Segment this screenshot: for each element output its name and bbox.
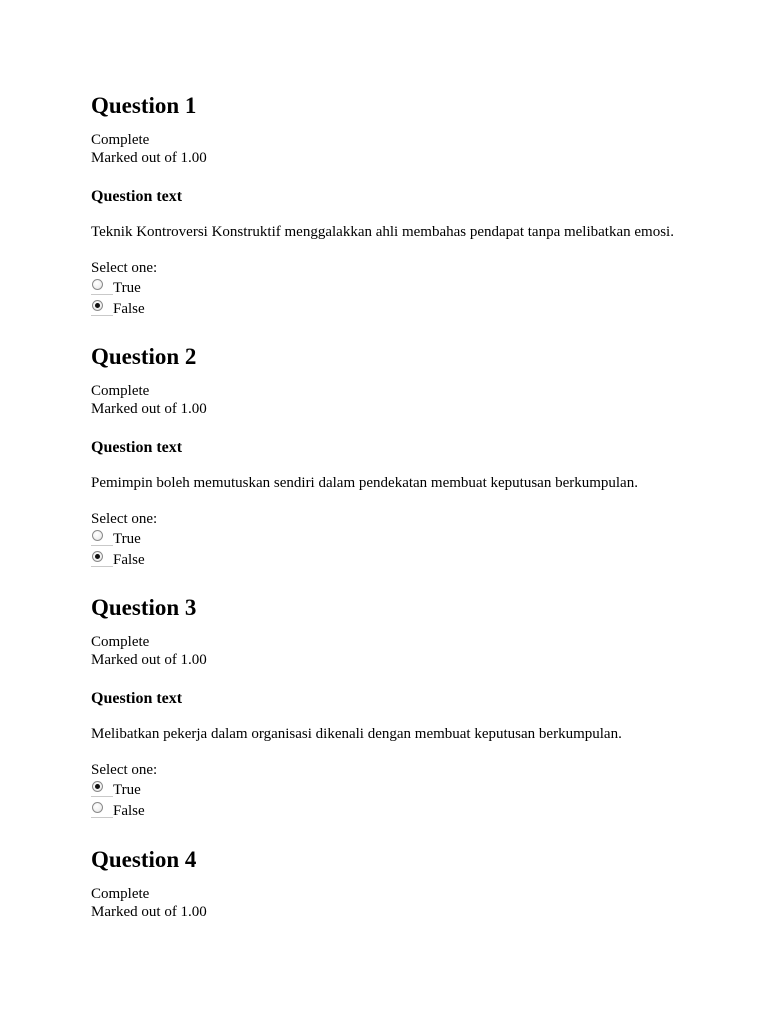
option-label[interactable]: False	[113, 803, 145, 819]
question-state: Complete	[91, 886, 150, 902]
radio-button[interactable]	[92, 551, 103, 562]
radio-button[interactable]	[92, 300, 103, 311]
question-text-heading: Question text	[91, 188, 183, 205]
question-grade: Marked out of 1.00	[91, 652, 207, 668]
option-label[interactable]: True	[113, 782, 141, 798]
question-title: Question 3	[91, 595, 197, 620]
select-one-prompt: Select one:	[91, 511, 158, 527]
question-title: Question 1	[91, 93, 197, 118]
answer-option-true[interactable]	[91, 781, 171, 799]
question-text-heading: Question text	[91, 690, 183, 707]
answer-option-true[interactable]	[91, 530, 171, 548]
question-title: Question 2	[91, 344, 197, 369]
option-underline	[91, 315, 113, 316]
option-label[interactable]: True	[113, 531, 141, 547]
radio-button[interactable]	[92, 530, 103, 541]
radio-button[interactable]	[92, 802, 103, 813]
select-one-prompt: Select one:	[91, 260, 158, 276]
answer-option-true[interactable]	[91, 279, 171, 297]
question-text: Pemimpin boleh memutuskan sendiri dalam pendekatan membuat keputusan berkumpulan.	[91, 475, 638, 491]
answer-option-false[interactable]	[91, 802, 171, 820]
select-one-prompt: Select one:	[91, 762, 158, 778]
question-state: Complete	[91, 383, 150, 399]
radio-dot	[95, 554, 100, 559]
question-grade: Marked out of 1.00	[91, 401, 207, 417]
question-text-heading: Question text	[91, 439, 183, 456]
question-grade: Marked out of 1.00	[91, 904, 207, 920]
option-label[interactable]: False	[113, 552, 145, 568]
option-underline	[91, 545, 113, 546]
radio-dot	[95, 784, 100, 789]
question-state: Complete	[91, 634, 150, 650]
option-underline	[91, 294, 113, 295]
answer-option-false[interactable]	[91, 551, 171, 569]
question-text: Melibatkan pekerja dalam organisasi dikenali dengan membuat keputusan berkumpulan.	[91, 726, 622, 742]
radio-button[interactable]	[92, 781, 103, 792]
option-underline	[91, 796, 113, 797]
option-label[interactable]: False	[113, 301, 145, 317]
radio-button[interactable]	[92, 279, 103, 290]
question-text: Teknik Kontroversi Konstruktif menggalakkan ahli membahas pendapat tanpa melibatkan emosi.	[91, 224, 674, 240]
answer-option-false[interactable]	[91, 300, 171, 318]
question-title: Question 4	[91, 847, 197, 872]
radio-dot	[95, 303, 100, 308]
question-grade: Marked out of 1.00	[91, 150, 207, 166]
option-underline	[91, 817, 113, 818]
option-label[interactable]: True	[113, 280, 141, 296]
question-state: Complete	[91, 132, 150, 148]
option-underline	[91, 566, 113, 567]
